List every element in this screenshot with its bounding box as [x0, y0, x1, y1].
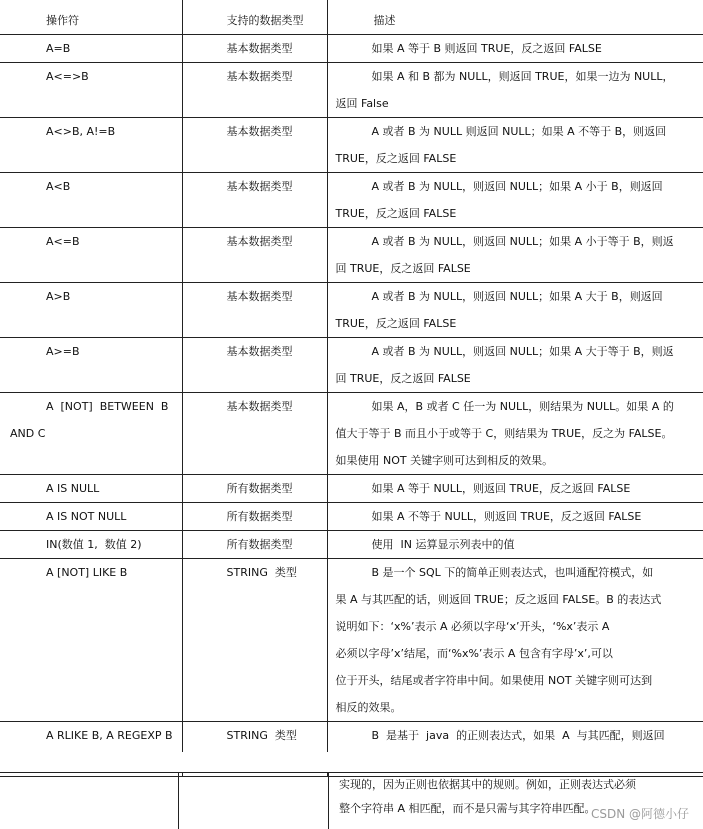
- operator-text: IN(数值 1, 数值 2): [46, 531, 182, 558]
- types-cell: [182, 228, 327, 283]
- table-row: [0, 559, 703, 722]
- description-line: TRUE，反之返回 FALSE: [336, 145, 698, 172]
- description-line: TRUE，反之返回 FALSE: [336, 310, 698, 337]
- operator-cell: [0, 475, 182, 503]
- operator-cell: [0, 173, 182, 228]
- description-line: 值大于等于 B 而且小于或等于 C，则结果为 TRUE，反之为 FALSE。: [336, 420, 698, 447]
- table-row: [0, 531, 703, 559]
- operator-text: A RLIKE B, A REGEXP B: [46, 722, 182, 749]
- operator-text: A IS NOT NULL: [46, 503, 182, 530]
- description-cell: [327, 283, 703, 338]
- operator-cell: [0, 63, 182, 118]
- description-cell: [327, 35, 703, 63]
- description-line: 回 TRUE，反之返回 FALSE: [336, 255, 698, 282]
- types-cell: [182, 338, 327, 393]
- operator-text: A=B: [46, 35, 182, 62]
- description-line: A 或者 B 为 NULL 则返回 NULL；如果 A 不等于 B，则返回: [336, 118, 698, 145]
- description-line: TRUE，反之返回 FALSE: [336, 200, 698, 227]
- operator-text: A>B: [46, 283, 182, 310]
- types-text: 基本数据类型: [227, 228, 327, 255]
- header-types: 支持的数据类型: [182, 0, 327, 35]
- types-cell: [182, 118, 327, 173]
- operator-cell: [0, 283, 182, 338]
- operator-text: A [NOT] LIKE B: [46, 559, 182, 586]
- description-line: 如果 A 不等于 NULL，则返回 TRUE，反之返回 FALSE: [336, 503, 698, 530]
- operator-text: A [NOT] BETWEEN B: [46, 393, 182, 420]
- description-line: 位于开头，结尾或者字符串中间。如果使用 NOT 关键字则可达到: [336, 667, 698, 694]
- description-line: 使用 IN 运算显示列表中的值: [336, 531, 698, 558]
- types-cell: [182, 531, 327, 559]
- operator-cell: [0, 503, 182, 531]
- operator-cell: [0, 35, 182, 63]
- types-cell: [182, 503, 327, 531]
- description-line: 如果 A 和 B 都为 NULL，则返回 TRUE，如果一边为 NULL，: [336, 63, 698, 90]
- description-line: 如果使用 NOT 关键字则可达到相反的效果。: [336, 447, 698, 474]
- operator-text: A<B: [46, 173, 182, 200]
- types-cell: [182, 559, 327, 722]
- types-cell: [182, 173, 327, 228]
- types-text: 基本数据类型: [227, 393, 327, 420]
- description-line: A 或者 B 为 NULL，则返回 NULL；如果 A 小于等于 B，则返: [336, 228, 698, 255]
- description-line: 如果 A 等于 B 则返回 TRUE，反之返回 FALSE: [336, 35, 698, 62]
- types-cell: [182, 35, 327, 63]
- operator-text: AND C: [10, 420, 182, 447]
- description-cell: [327, 503, 703, 531]
- operator-cell: [0, 118, 182, 173]
- operator-text: A IS NULL: [46, 475, 182, 502]
- description-cell: [327, 559, 703, 722]
- description-line: 说明如下：‘x%’表示 A 必须以字母‘x’开头，‘%x’表示 A: [336, 613, 698, 640]
- description-line: 果 A 与其匹配的话，则返回 TRUE；反之返回 FALSE。B 的表达式: [336, 586, 698, 613]
- types-cell: [182, 475, 327, 503]
- operator-cell: [0, 531, 182, 559]
- table-row: [0, 338, 703, 393]
- description-line: 相反的效果。: [336, 694, 698, 721]
- types-text: 基本数据类型: [227, 283, 327, 310]
- operator-cell: [0, 338, 182, 393]
- table-row: [0, 283, 703, 338]
- table-row: [0, 118, 703, 173]
- description-line: B 是基于 java 的正则表达式，如果 A 与其匹配，则返回: [336, 722, 698, 749]
- header-operator: 操作符: [0, 0, 182, 35]
- operator-text: A<=B: [46, 228, 182, 255]
- description-cell: [327, 228, 703, 283]
- description-cell: [327, 531, 703, 559]
- description-cell: [327, 118, 703, 173]
- table-row: [0, 35, 703, 63]
- table-row: [0, 173, 703, 228]
- description-line: A 或者 B 为 NULL，则返回 NULL；如果 A 小于 B，则返回: [336, 173, 698, 200]
- description-line: 必须以字母’x’结尾，而‘%x%’表示 A 包含有字母’x’,可以: [336, 640, 698, 667]
- types-text: STRING 类型: [227, 722, 327, 749]
- description-line: 回 TRUE，反之返回 FALSE: [336, 365, 698, 392]
- description-cell: [327, 338, 703, 393]
- description-line: 返回 False: [336, 90, 698, 117]
- types-text: 基本数据类型: [227, 173, 327, 200]
- types-cell: [182, 393, 327, 475]
- header-description: 描述: [327, 0, 703, 35]
- description-line: 如果 A 等于 NULL，则返回 TRUE，反之返回 FALSE: [336, 475, 698, 502]
- operator-text: A<=>B: [46, 63, 182, 90]
- types-text: STRING 类型: [227, 559, 327, 586]
- types-text: 基本数据类型: [227, 63, 327, 90]
- description-line: A 或者 B 为 NULL，则返回 NULL；如果 A 大于等于 B，则返: [336, 338, 698, 365]
- description-line: A 或者 B 为 NULL，则返回 NULL；如果 A 大于 B，则返回: [336, 283, 698, 310]
- description-cell: [327, 393, 703, 475]
- types-text: 所有数据类型: [227, 475, 327, 502]
- watermark: CSDN @阿德小仔: [591, 805, 689, 822]
- table-row: [0, 393, 703, 475]
- description-cell: [327, 173, 703, 228]
- continuation-line: 实现的，因为正则也依据其中的规则。例如，正则表达式必须: [339, 773, 703, 797]
- types-text: 基本数据类型: [227, 118, 327, 145]
- operator-cell: [0, 393, 182, 475]
- description-line: B 是一个 SQL 下的简单正则表达式，也叫通配符模式，如: [336, 559, 698, 586]
- types-cell: [182, 63, 327, 118]
- table-row: [0, 503, 703, 531]
- table-row: [0, 228, 703, 283]
- types-text: 所有数据类型: [227, 503, 327, 530]
- continuation-line: 整个字符串 A 相匹配，而不是只需与其字符串匹配。: [339, 797, 703, 821]
- operator-text: A<>B, A!=B: [46, 118, 182, 145]
- table-row: [0, 63, 703, 118]
- operator-cell: [0, 559, 182, 722]
- types-text: 基本数据类型: [227, 35, 327, 62]
- types-text: 所有数据类型: [227, 531, 327, 558]
- description-cell: [327, 63, 703, 118]
- continuation-types-cell: [179, 773, 329, 829]
- types-cell: [182, 283, 327, 338]
- continuation-operator-cell: [0, 773, 179, 829]
- description-cell: [327, 475, 703, 503]
- types-text: 基本数据类型: [227, 338, 327, 365]
- operator-cell: [0, 228, 182, 283]
- description-line: 如果 A，B 或者 C 任一为 NULL，则结果为 NULL。如果 A 的: [336, 393, 698, 420]
- table-header-row: [0, 0, 703, 35]
- operator-text: A>=B: [46, 338, 182, 365]
- page-break-gap: [0, 752, 703, 772]
- table-row: [0, 475, 703, 503]
